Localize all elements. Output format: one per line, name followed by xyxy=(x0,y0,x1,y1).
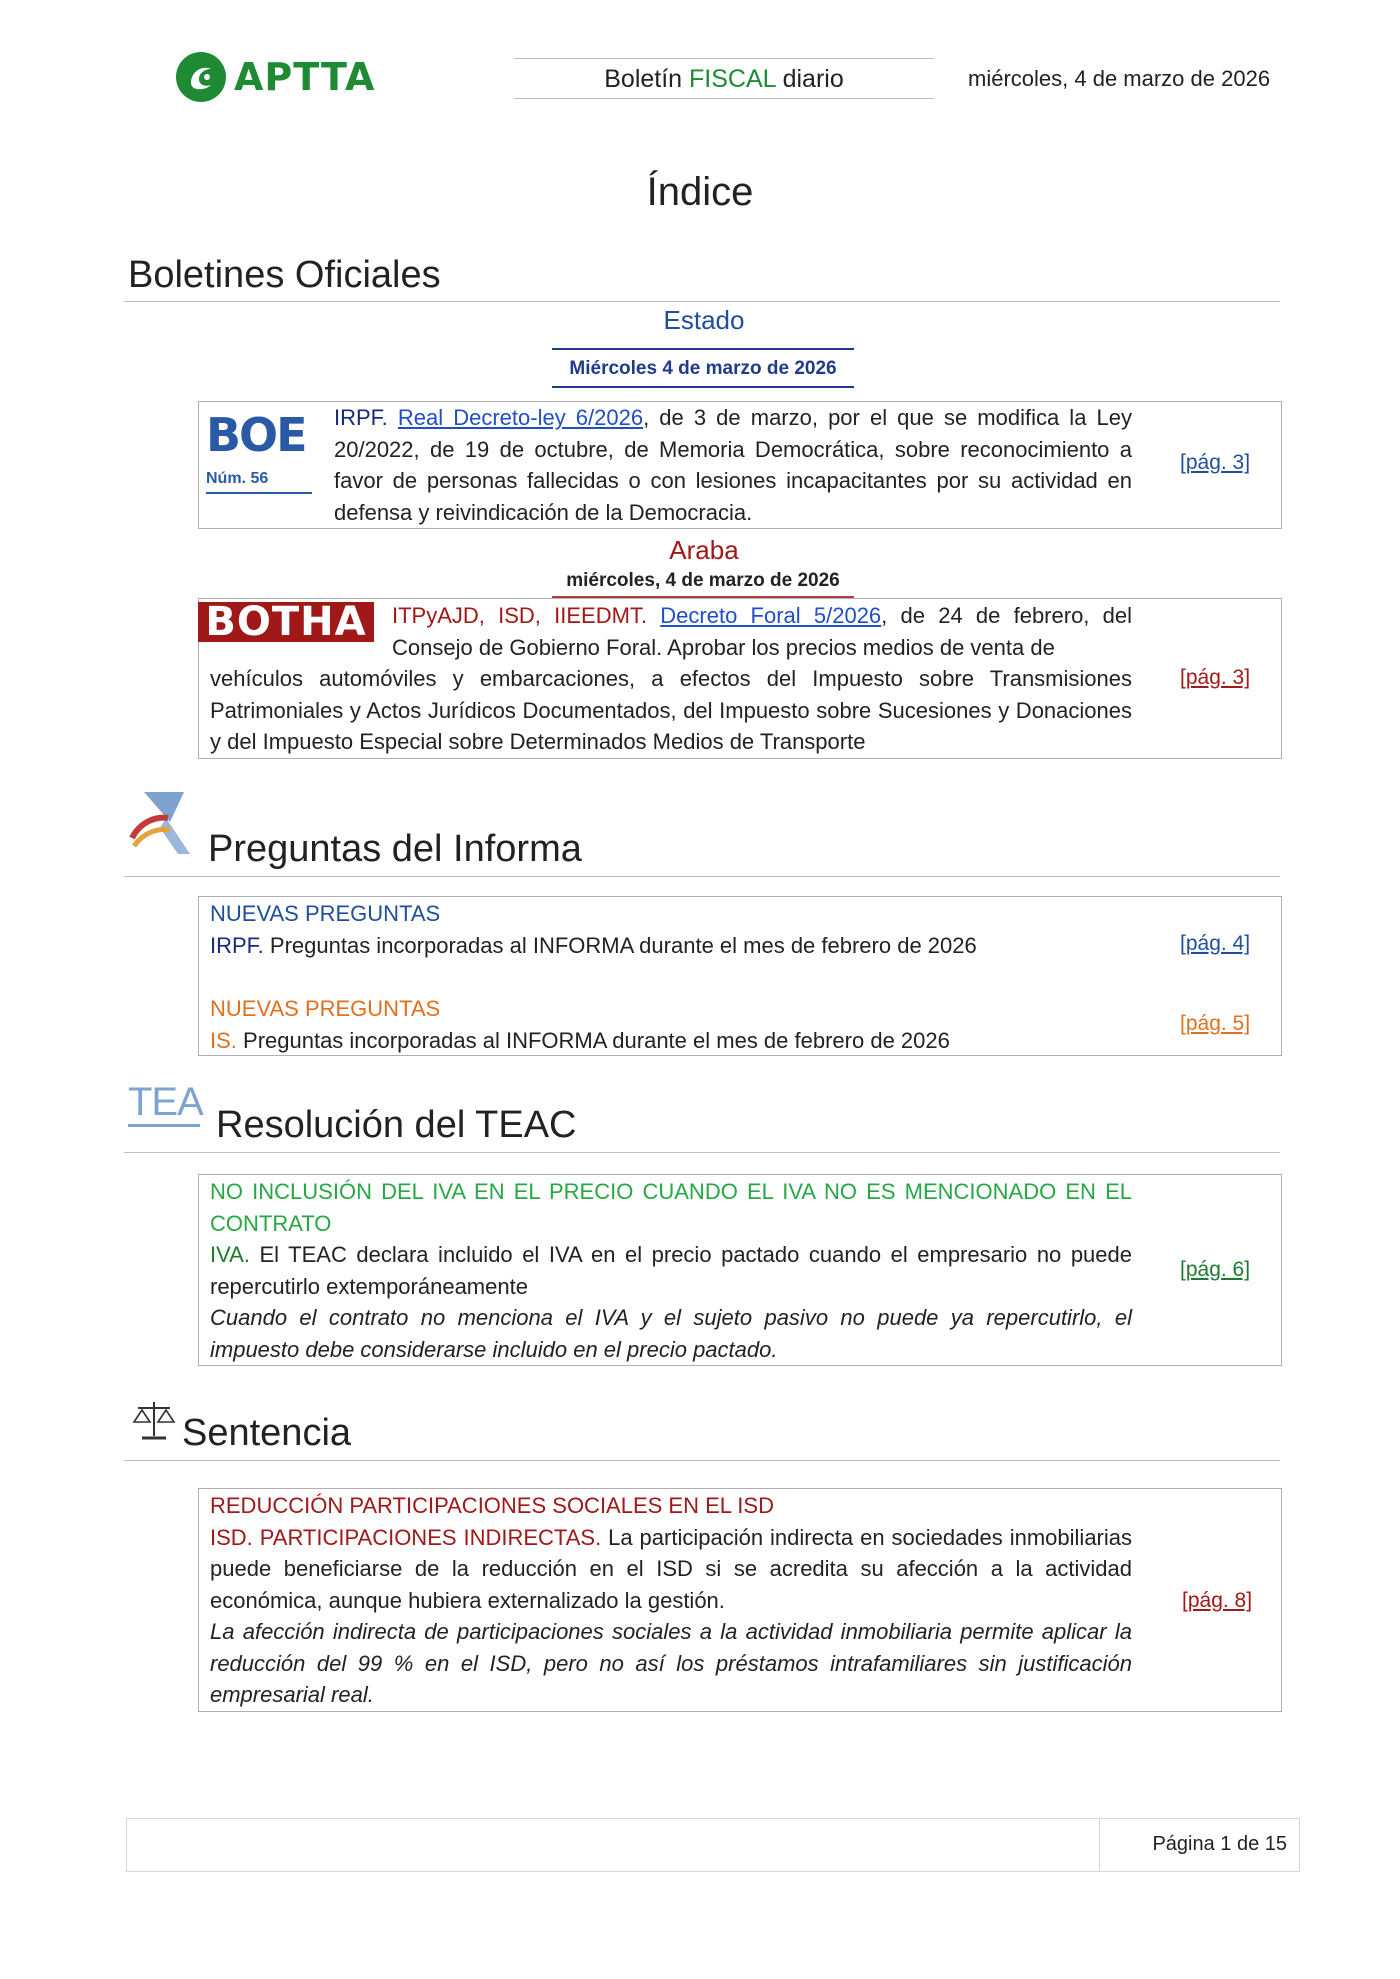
aptta-emblem-icon xyxy=(176,52,226,102)
informa-item-irpf xyxy=(210,898,1132,961)
bulletin-title xyxy=(514,58,934,99)
botha-decree-link[interactable]: Decreto Foral 5/2026 xyxy=(660,603,882,628)
informa-item-is xyxy=(210,993,1132,1056)
section-divider xyxy=(124,1460,1280,1461)
teac-entry xyxy=(210,1176,1132,1365)
entry-description: El TEAC declara incluido el IVA en el precio pactado cuando el empresario no puede repercutirlo extemporáneamente xyxy=(210,1242,1132,1299)
boe-logo-icon: BOE xyxy=(206,408,306,462)
entry-description: La participación indirecta en sociedades inmobiliarias puede beneficiarse de la reducción en el ISD si se acredita su afección a la actividad económica, aunque hubiera externalizado la gestión. xyxy=(210,1524,1132,1613)
boe-logo xyxy=(206,408,312,494)
teac-icon-underline xyxy=(128,1124,200,1127)
footer-divider xyxy=(1099,1819,1100,1871)
boe-number: Núm. 56 xyxy=(206,466,312,494)
entry-tag: ISD. PARTICIPACIONES INDIRECTAS. xyxy=(210,1524,602,1550)
scales-icon xyxy=(130,1396,178,1449)
page-ref-link[interactable]: [pág. 6] xyxy=(1180,1258,1251,1281)
entry-description: , de 24 de febrero, del Consejo de Gobierno Foral. Aprobar los precios medios de venta de xyxy=(392,603,1133,660)
entry-tag: ITPyAJD, ISD, IIEEDMT. xyxy=(392,603,661,628)
teac-description xyxy=(210,1239,1132,1302)
botha-entry-text-rest: vehículos automóviles y embarcaciones, a efectos del Impuesto sobre Transmisiones Patrimoniales y Actos Jurídicos Documentados, del Impuesto sobre Sucesiones y Donaciones y del Impuesto Especial sobre Determinados Medios de Transporte xyxy=(210,666,1132,754)
sentencia-summary: La afección indirecta de participaciones sociales a la actividad inmobiliaria permite aplicar la reducción del 99 % en el ISD, pero no así los préstamos intrafamiliares sin justificación empresarial real. xyxy=(210,1619,1132,1707)
brand-name: APTTA xyxy=(234,55,376,99)
boe-decree-link[interactable]: Real Decreto-ley 6/2026 xyxy=(397,405,644,430)
section-title-informa: Preguntas del Informa xyxy=(208,828,582,870)
page-ref-link[interactable]: [pág. 8] xyxy=(1182,1589,1253,1612)
boe-entry-text xyxy=(334,402,1132,528)
informa-description xyxy=(210,930,1132,962)
section-divider xyxy=(124,301,1280,302)
page-ref-link[interactable]: [pág. 3] xyxy=(1180,666,1251,689)
aptta-logo xyxy=(176,52,375,102)
agencia-tributaria-icon xyxy=(126,788,206,863)
header-date: miércoles, 4 de marzo de 2026 xyxy=(968,66,1271,91)
teac-icon-label: TEA xyxy=(128,1080,203,1124)
estado-date: Miércoles 4 de marzo de 2026 xyxy=(552,348,854,388)
section-title-sentencia: Sentencia xyxy=(182,1412,352,1454)
araba-date: miércoles, 4 de marzo de 2026 xyxy=(552,566,854,598)
bulletin-prefix: Boletín xyxy=(604,65,690,93)
sentencia-entry xyxy=(210,1490,1132,1711)
informa-description xyxy=(210,1025,1132,1057)
teac-summary: Cuando el contrato no menciona el IVA y el sujeto pasivo no puede ya repercutirlo, el impuesto debe considerarse incluido en el precio pactado. xyxy=(210,1305,1132,1362)
araba-label: Araba xyxy=(669,535,739,565)
footer-box xyxy=(126,1818,1300,1872)
estado-label: Estado xyxy=(663,305,745,335)
botha-entry-text-first xyxy=(392,600,1132,663)
entry-description: Preguntas incorporadas al INFORMA durante el mes de febrero de 2026 xyxy=(263,932,977,958)
entry-tag: IVA. xyxy=(210,1242,250,1267)
bulletin-fiscal: FISCAL xyxy=(689,65,776,93)
teac-icon xyxy=(128,1080,203,1127)
informa-heading: NUEVAS PREGUNTAS xyxy=(210,901,441,926)
page-title: Índice xyxy=(646,170,754,214)
page-ref-link[interactable]: [pág. 4] xyxy=(1180,932,1251,955)
informa-heading: NUEVAS PREGUNTAS xyxy=(210,996,441,1021)
entry-description: , de 3 de marzo, por el que se modifica la Ley 20/2022, de 19 de octubre, de Memoria Democrática, sobre reconocimiento a favor de personas fallecidas o con lesiones incapacitantes por su actividad en defensa y reivindicación de la Democracia. xyxy=(334,405,1132,525)
section-title-teac: Resolución del TEAC xyxy=(216,1104,577,1146)
teac-heading: NO INCLUSIÓN DEL IVA EN EL PRECIO CUANDO EL IVA NO ES MENCIONADO EN EL CONTRATO xyxy=(210,1179,1132,1236)
page-ref-link[interactable]: [pág. 5] xyxy=(1180,1012,1251,1035)
section-divider xyxy=(124,876,1280,877)
sentencia-description xyxy=(210,1522,1132,1617)
entry-tag: IRPF. xyxy=(210,932,264,958)
page-number: Página 1 de 15 xyxy=(1152,1833,1287,1855)
bulletin-suffix: diario xyxy=(775,65,844,93)
entry-tag: IRPF. xyxy=(334,405,398,430)
entry-description: Preguntas incorporadas al INFORMA durante el mes de febrero de 2026 xyxy=(236,1027,950,1053)
botha-logo: BOTHA xyxy=(198,602,374,642)
page-ref-link[interactable]: [pág. 3] xyxy=(1180,451,1251,474)
section-divider xyxy=(124,1152,1280,1153)
section-title-boletines: Boletines Oficiales xyxy=(128,254,441,296)
entry-tag: IS. xyxy=(210,1027,237,1053)
sentencia-heading: REDUCCIÓN PARTICIPACIONES SOCIALES EN EL ISD xyxy=(210,1493,774,1518)
